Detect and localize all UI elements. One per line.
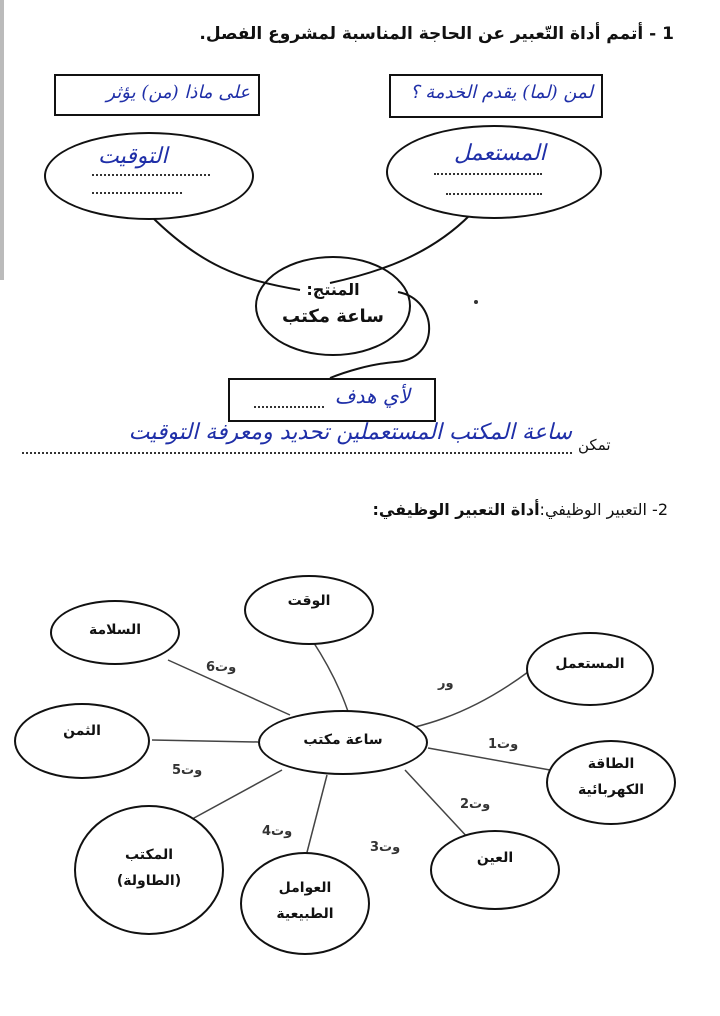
node-energy [546, 740, 676, 825]
node-natural-label-2: الطبيعية [276, 906, 334, 922]
node-safety [50, 600, 180, 665]
timing-answer: التوقيت [98, 144, 168, 169]
section1-title: 1 - أتمم أداة التّعبير عن الحاجة المناسبة لمشروع الفصل. [199, 24, 674, 44]
node-time-label: الوقت [287, 593, 331, 609]
purpose-answer: لأي هدف [334, 384, 410, 408]
node-desk-label-2: (الطاولة) [116, 873, 182, 889]
node-desk [74, 805, 224, 935]
statement-answer: ساعة المكتب المستعملين تحديد ومعرفة التوقيت [128, 420, 572, 445]
link-c6: وت6 [206, 660, 237, 675]
node-energy-label-2: الكهربائية [577, 782, 645, 798]
node-energy-label-1: الطاقة [587, 756, 635, 772]
node-eye [430, 830, 560, 910]
node-time [244, 575, 374, 645]
node-price [14, 703, 150, 779]
link-main: ور [438, 676, 454, 691]
product-label: المنتج: [306, 280, 360, 299]
node-eye-label: العين [476, 850, 514, 866]
node-user-label: المستعمل [555, 656, 625, 672]
node-price-label: الثمن [63, 723, 101, 739]
node-safety-label: السلامة [88, 622, 142, 638]
product-name: ساعة مكتب [282, 306, 384, 327]
section2-title-plain: 2- التعبير الوظيفي: [539, 500, 668, 519]
link-c3: وت3 [370, 840, 401, 855]
user-answer: المستعمل [454, 141, 546, 166]
node-natural [240, 852, 370, 955]
link-c2: وت2 [460, 797, 491, 812]
link-c1: وت1 [488, 737, 519, 752]
effect-box-answer: على ماذا (من) يؤثر [106, 82, 250, 103]
node-center [258, 710, 428, 775]
user-box-answer: لمن (لما) يقدم الخدمة ؟ [409, 82, 593, 103]
section2-title-bold: أداة التعبير الوظيفي: [372, 500, 540, 519]
node-user [526, 632, 654, 706]
node-desk-label-1: المكتب [124, 847, 174, 863]
node-center-label: ساعة مكتب [303, 732, 383, 748]
node-natural-label-1: العوامل [278, 880, 332, 896]
link-c5: وت5 [172, 763, 203, 778]
link-c4: وت4 [262, 824, 293, 839]
statement-prefix: تمكن [578, 436, 611, 454]
